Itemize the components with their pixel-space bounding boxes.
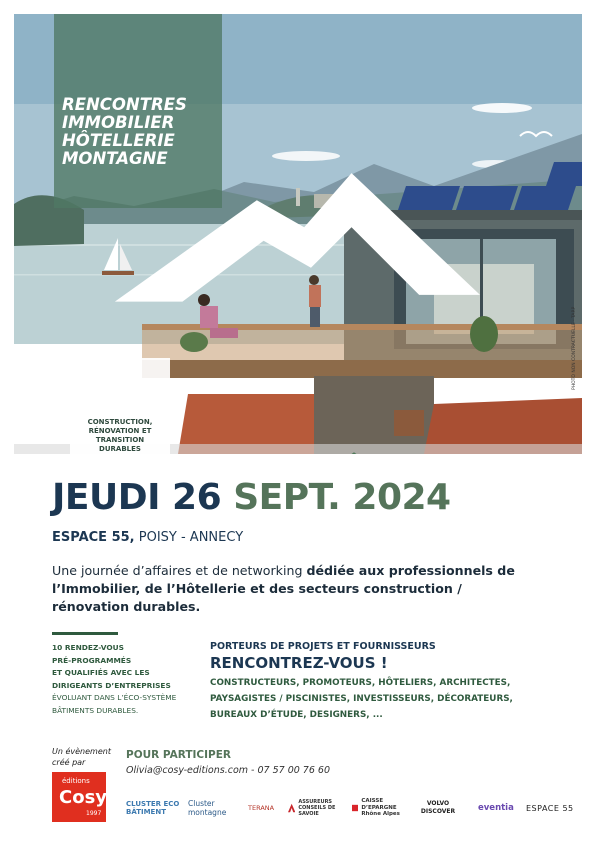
event-intro <box>52 562 542 616</box>
partner-logo-eventia: eventia <box>478 803 514 813</box>
title-line-1: RENCONTRES <box>62 95 187 114</box>
venue-location: POISY - ANNECY <box>134 530 244 545</box>
badge-line-2: RÉNOVATION ET <box>88 427 152 435</box>
hero-illustration <box>14 14 582 454</box>
partner-logo-cluster-eco-batiment: CLUSTER ECO BÂTIMENT <box>126 800 180 816</box>
created-by-line-1: Un évènement <box>52 747 111 756</box>
intro-text-bold: dédiée aux professionnels de l’Immobilier, de l’Hôtellerie et des secteurs construction / rénovation durables. <box>52 563 515 614</box>
partner-logos <box>126 790 582 826</box>
assureurs-a-icon <box>288 800 295 816</box>
partner-logo-caisse-epargne: CAISSE D’EPARGNE Rhône Alpes <box>352 790 414 826</box>
meetings-line-1: 10 RENDEZ-VOUS <box>52 643 124 652</box>
cosy-editions-logo <box>52 772 106 822</box>
event-title <box>62 96 212 168</box>
participation-title: POUR PARTICIPER <box>126 749 231 761</box>
title-line-2: IMMOBILIER <box>62 113 175 132</box>
participation-block <box>126 748 330 778</box>
created-by-label <box>52 746 111 768</box>
badge-label <box>72 418 168 454</box>
meetings-info <box>52 642 202 717</box>
audience-title: RENCONTREZ-VOUS ! <box>210 654 388 672</box>
section-divider <box>52 632 118 635</box>
event-venue <box>52 530 243 545</box>
title-line-4: MONTAGNE <box>62 149 168 168</box>
cosy-logo-line-3: 1997 <box>86 810 102 817</box>
intro-text: Une journée d’affaires et de networking <box>52 563 307 578</box>
title-line-3: HÔTELLERIE <box>62 131 175 150</box>
partner-logo-assureurs-savoie: ASSUREURS CONSEILS DE SAVOIE <box>288 790 348 826</box>
audience-list-item: CONSTRUCTEURS, PROMOTEURS, HÔTELIERS, ARCHITECTES, <box>210 678 511 688</box>
event-date-day: JEUDI 26 <box>52 477 222 518</box>
partner-logo-cluster-montagne: Cluster montagne <box>188 799 227 817</box>
created-by-line-2: créé par <box>52 758 86 767</box>
meetings-line-6: BÂTIMENTS DURABLES. <box>52 705 139 715</box>
venue-name: ESPACE 55, <box>52 530 135 545</box>
badge-line-1: CONSTRUCTION, <box>87 418 153 426</box>
meetings-line-3: ET QUALIFIÉS AVEC LES <box>52 668 150 677</box>
audience-list-item: BUREAUX D’ÉTUDE, DESIGNERS, ... <box>210 710 383 720</box>
partner-logo-terana: TERANA <box>248 804 275 812</box>
event-date-month: SEPT. 2024 <box>233 477 451 518</box>
audience-list <box>210 675 550 723</box>
badge-line-4: DURABLES <box>99 445 141 453</box>
caisse-epargne-squirrel-icon <box>352 802 358 814</box>
partner-logo-espace-55: ESPACE 55 <box>526 803 574 813</box>
contact-info[interactable]: Olivia@cosy-editions.com - 07 57 00 76 60 <box>126 765 330 776</box>
cosy-logo-line-1: éditions <box>62 777 90 785</box>
meetings-line-2: PRÉ-PROGRAMMÉS <box>52 655 132 665</box>
meetings-line-5: ÉVOLUANT DANS L’ÉCO-SYSTÈME <box>52 693 177 702</box>
audience-subtitle: PORTEURS DE PROJETS ET FOURNISSEURS <box>210 641 436 652</box>
meetings-line-4: DIRIGEANTS D’ENTREPRISES <box>52 680 171 690</box>
partner-logo-volvo-discover: VOLVO DISCOVER <box>420 800 456 815</box>
photo-credit: PHOTO NON CONTRACTUELLE · TARP <box>572 306 577 390</box>
audience-info <box>210 640 550 723</box>
audience-list-item: PAYSAGISTES / PISCINISTES, INVESTISSEURS, DÉCORATEURS, <box>210 694 513 704</box>
cosy-logo-line-2: Cosy <box>59 787 108 808</box>
badge-line-3: TRANSITION <box>95 436 145 444</box>
event-date <box>52 476 451 520</box>
